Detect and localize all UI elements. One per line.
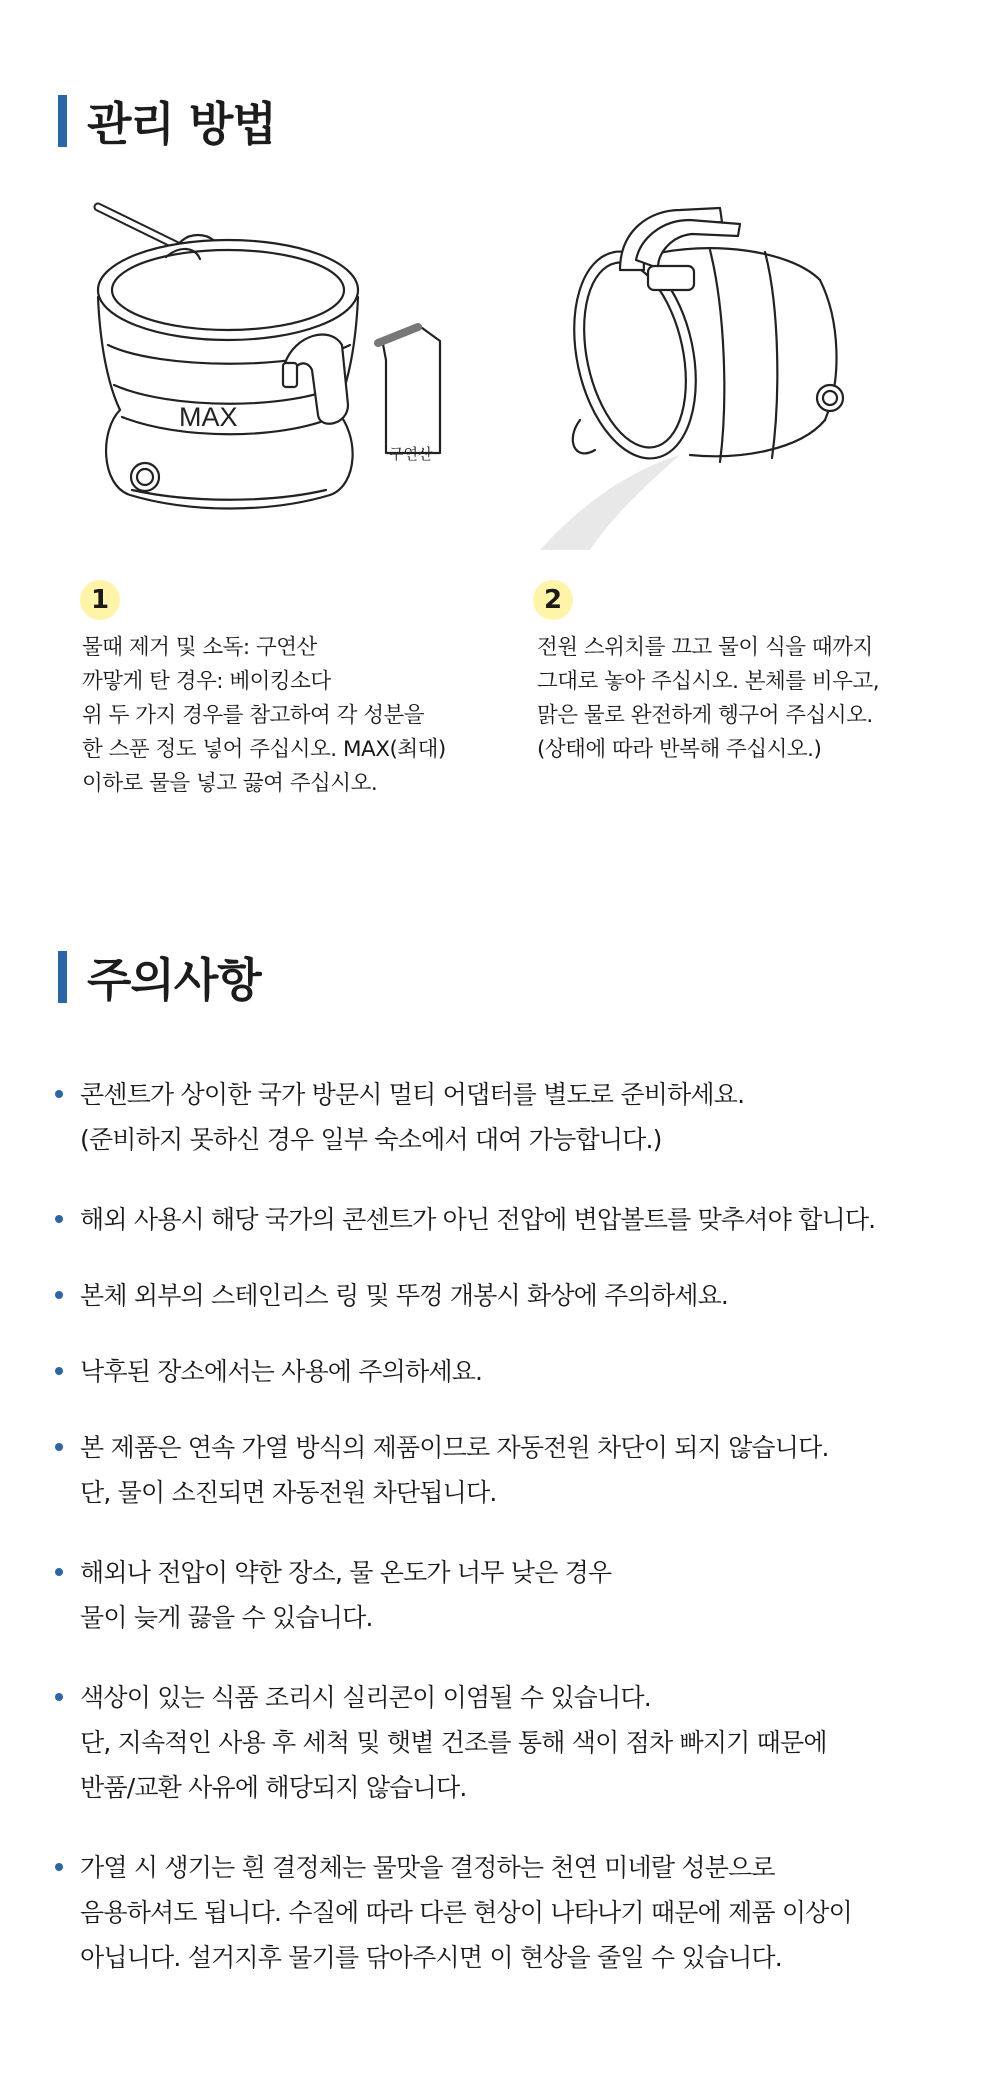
step-1-line: 한 스푼 정도 넣어 주십시오. MAX(최대) — [82, 737, 446, 762]
caution-line: 단, 물이 소진되면 자동전원 차단됩니다. — [80, 1478, 497, 1507]
caution-line: 아닙니다. 설거지후 물기를 닦아주시면 이 현상을 줄일 수 있습니다. — [80, 1943, 782, 1972]
step-1-line: 물때 제거 및 소독: 구연산 — [82, 635, 317, 660]
max-fill-label: MAX — [179, 402, 238, 432]
caution-line: 단, 지속적인 사용 후 세척 및 햇볕 건조를 통해 색이 점차 빠지기 때문에 — [80, 1728, 827, 1757]
bullet-icon — [55, 1291, 63, 1299]
caution-line: 콘센트가 상이한 국가 방문시 멀티 어댑터를 별도로 준비하세요. — [80, 1080, 745, 1109]
bullet-icon — [55, 1367, 63, 1375]
step-1-line: 까맣게 탄 경우: 베이킹소다 — [82, 669, 331, 694]
caution-line: 물이 늦게 끓을 수 있습니다. — [80, 1603, 373, 1632]
section-title-text: 관리 방법 — [87, 97, 276, 151]
caution-line: 음용하셔도 됩니다. 수질에 따라 다른 현상이 나타나기 때문에 제품 이상이 — [80, 1898, 852, 1927]
bullet-icon — [55, 1090, 63, 1098]
section-title-care — [58, 88, 276, 154]
step-2-line: 전원 스위치를 끄고 물이 식을 때까지 — [537, 635, 873, 660]
step-2-line: (상태에 따라 반복해 주십시오.) — [537, 737, 822, 762]
bottle-label: 구연산 — [389, 445, 433, 463]
step-1-description — [82, 631, 446, 801]
illustration-kettle-rinsing — [540, 200, 870, 555]
section-title-text: 주의사항 — [87, 953, 261, 1007]
bullet-icon — [55, 1863, 63, 1871]
bullet-icon — [55, 1443, 63, 1451]
caution-line: 색상이 있는 식품 조리시 실리콘이 이염될 수 있습니다. — [80, 1683, 651, 1712]
step-1-line: 이하로 물을 넣고 끓여 주십시오. — [82, 771, 378, 796]
title-accent-bar — [58, 95, 67, 147]
step-number-badge-1: 1 — [80, 580, 120, 620]
caution-line: 해외나 전압이 약한 장소, 물 온도가 너무 낮은 경우 — [80, 1558, 612, 1587]
caution-line: 해외 사용시 해당 국가의 콘센트가 아닌 전압에 변압볼트를 맞추셔야 합니다. — [80, 1205, 876, 1234]
caution-line: 본 제품은 연속 가열 방식의 제품이므로 자동전원 차단이 되지 않습니다. — [80, 1433, 829, 1462]
step-2-line: 맑은 물로 완전하게 헹구어 주십시오. — [537, 703, 873, 728]
caution-line: 반품/교환 사유에 해당되지 않습니다. — [80, 1773, 467, 1802]
bullet-icon — [55, 1693, 63, 1701]
bullet-icon — [55, 1215, 63, 1223]
illustration-kettle-adding-powder — [80, 185, 480, 555]
caution-line: 가열 시 생기는 흰 결정체는 물맛을 결정하는 천연 미네랄 성분으로 — [80, 1853, 775, 1882]
section-title-caution — [58, 944, 261, 1010]
bullet-icon — [55, 1568, 63, 1576]
step-2-line: 그대로 놓아 주십시오. 본체를 비우고, — [537, 669, 880, 694]
caution-line: 본체 외부의 스테인리스 링 및 뚜껑 개봉시 화상에 주의하세요. — [80, 1281, 729, 1310]
step-number-badge-2: 2 — [533, 580, 573, 620]
title-accent-bar — [58, 951, 67, 1003]
step-2-description — [537, 631, 879, 767]
step-1-line: 위 두 가지 경우를 참고하여 각 성분을 — [82, 703, 425, 728]
caution-line: 낙후된 장소에서는 사용에 주의하세요. — [80, 1357, 483, 1386]
caution-line: (준비하지 못하신 경우 일부 숙소에서 대여 가능합니다.) — [80, 1125, 662, 1154]
